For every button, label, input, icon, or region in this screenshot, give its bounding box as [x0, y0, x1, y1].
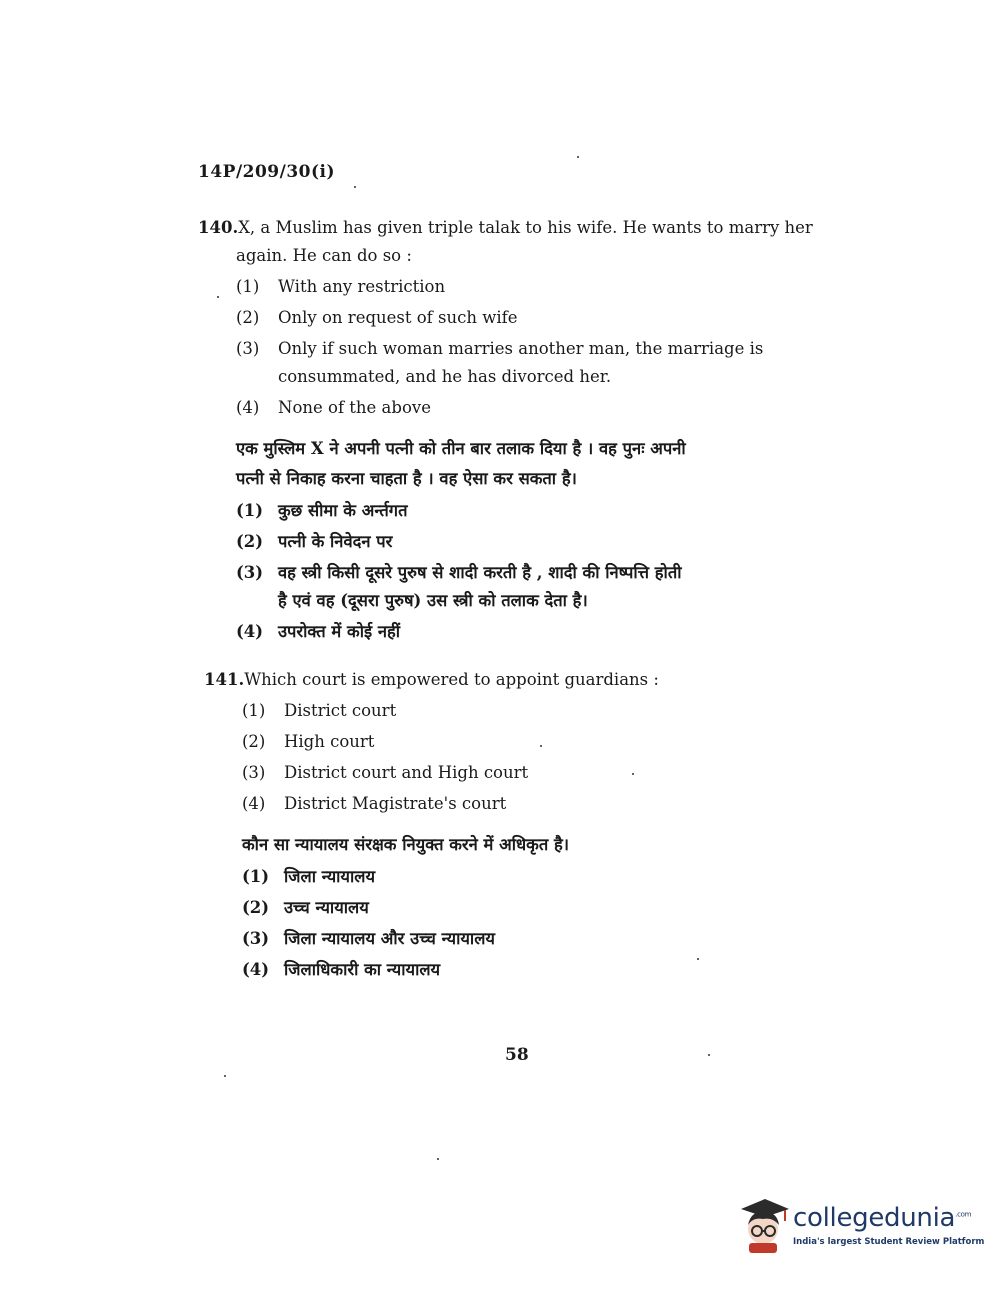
option-2: (2) Only on request of such wife — [236, 308, 518, 327]
brand-tagline: India's largest Student Review Platform — [793, 1237, 985, 1247]
question-141 — [204, 666, 844, 984]
option-1: (1) District court — [242, 701, 397, 720]
question-hindi-text: कौन सा न्यायालय संरक्षक नियुक्त करने में अधिकृत है। — [242, 835, 570, 854]
brand-name: collegedunia$^{.com}$ — [793, 1203, 972, 1233]
scan-speck — [354, 186, 356, 188]
question-text: X, a Muslim has given triple talak to his wife. He wants to marry her — [238, 218, 813, 237]
hindi-option-2: (2) उच्च न्यायालय — [242, 898, 369, 917]
option-4: (4) District Magistrate's court — [242, 794, 507, 813]
question-text-cont: again. He can do so : — [236, 246, 412, 265]
question-number: 140. — [198, 218, 239, 237]
option-3: (3) Only if such woman marries another man, the marriage is consummated, and he has divorced her. — [236, 339, 764, 386]
option-4: (4) None of the above — [236, 398, 431, 417]
hindi-option-1: (1) कुछ सीमा के अर्न्तगत — [236, 501, 408, 520]
collegedunia-watermark — [735, 1195, 985, 1255]
paper-code: 14P/209/30(i) — [198, 162, 336, 182]
question-hindi-text: एक मुस्लिम X ने अपनी पत्नी को तीन बार तलाक दिया है । वह पुनः अपनी पत्नी से निकाह करना चाहता है । वह ऐसा कर सकता है। — [236, 439, 686, 488]
hindi-option-4: (4) जिलाधिकारी का न्यायालय — [242, 960, 441, 979]
scan-speck — [540, 745, 542, 747]
scan-speck — [217, 296, 219, 298]
question-140 — [198, 214, 838, 646]
scan-speck — [224, 1075, 226, 1077]
hindi-option-2: (2) पत्नी के निवेदन पर — [236, 532, 393, 551]
option-2: (2) High court — [242, 732, 375, 751]
question-number: 141. — [204, 670, 245, 689]
scan-speck — [577, 156, 579, 158]
option-3: (3) District court and High court — [242, 763, 529, 782]
hindi-option-3: (3) जिला न्यायालय और उच्च न्यायालय — [242, 929, 495, 948]
hindi-option-4: (4) उपरोक्त में कोई नहीं — [236, 622, 401, 641]
hindi-option-1: (1) जिला न्यायालय — [242, 867, 376, 886]
scan-speck — [437, 1158, 439, 1160]
scan-speck — [708, 1054, 710, 1056]
mascot-icon — [735, 1195, 791, 1255]
scan-speck — [632, 773, 634, 775]
scan-speck — [697, 958, 699, 960]
hindi-option-3: (3) वह स्त्री किसी दूसरे पुरुष से शादी करती है , शादी की निष्पत्ति होती है एवं वह (दूसरा पुरुष) उस स्त्री को तलाक देता है। — [236, 563, 682, 610]
option-1: (1) With any restriction — [236, 277, 446, 296]
page-number: 58 — [505, 1045, 529, 1065]
question-text: Which court is empowered to appoint guardians : — [244, 670, 659, 689]
